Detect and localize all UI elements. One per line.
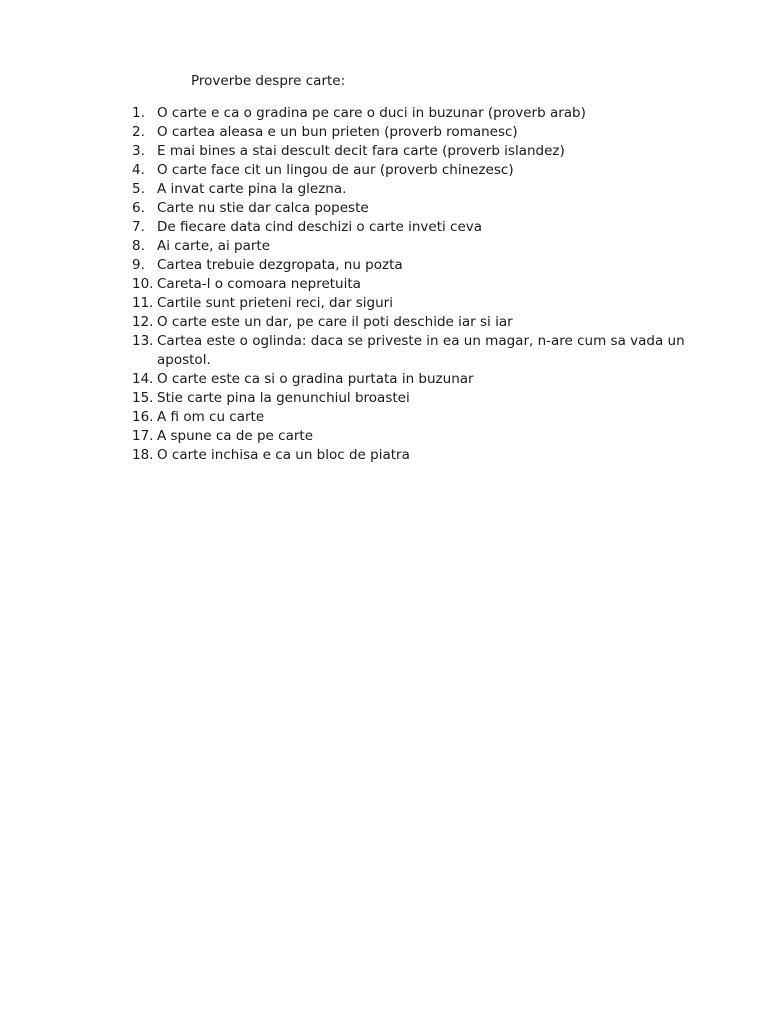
item-number: 5. <box>132 181 145 197</box>
item-text: Cartea este o oglinda: daca se priveste in ea un magar, n-are cum sa vada un apostol. <box>157 333 685 368</box>
list-item <box>132 161 732 180</box>
item-text: O carte este un dar, pe care il poti deschide iar si iar <box>157 314 513 330</box>
item-number: 4. <box>132 162 145 178</box>
item-number: 9. <box>132 257 145 273</box>
item-number: 11. <box>132 295 154 311</box>
list-item <box>132 389 732 408</box>
item-text: Cartile sunt prieteni reci, dar siguri <box>157 295 393 311</box>
item-text: Stie carte pina la genunchiul broastei <box>157 390 410 406</box>
item-text: O carte este ca si o gradina purtata in buzunar <box>157 371 474 387</box>
item-text: Careta-l o comoara nepretuita <box>157 276 361 292</box>
item-text: A invat carte pina la glezna. <box>157 181 347 197</box>
list-item <box>132 237 732 256</box>
item-text: O carte face cit un lingou de aur (proverb chinezesc) <box>157 162 514 178</box>
list-item <box>132 218 732 237</box>
item-number: 17. <box>132 428 154 444</box>
item-number: 12. <box>132 314 154 330</box>
list-item <box>132 427 732 446</box>
list-item <box>132 370 732 389</box>
list-item <box>132 142 732 161</box>
item-number: 1. <box>132 105 145 121</box>
proverb-list <box>132 104 732 465</box>
item-text: O carte inchisa e ca un bloc de piatra <box>157 447 410 463</box>
item-number: 16. <box>132 409 154 425</box>
list-item <box>132 199 732 218</box>
list-item <box>132 256 732 275</box>
list-item <box>132 294 732 313</box>
list-item <box>132 446 732 465</box>
item-number: 8. <box>132 238 145 254</box>
item-text: Carte nu stie dar calca popeste <box>157 200 369 216</box>
list-item <box>132 104 732 123</box>
item-text: Cartea trebuie dezgropata, nu pozta <box>157 257 403 273</box>
item-text: O cartea aleasa e un bun prieten (proverb romanesc) <box>157 124 518 140</box>
list-item <box>132 123 732 142</box>
list-item <box>132 180 732 199</box>
item-text: O carte e ca o gradina pe care o duci in buzunar (proverb arab) <box>157 105 586 121</box>
item-number: 2. <box>132 124 145 140</box>
list-item <box>132 332 732 370</box>
item-number: 10. <box>132 276 154 292</box>
item-text: Ai carte, ai parte <box>157 238 271 254</box>
item-number: 6. <box>132 200 145 216</box>
list-item <box>132 275 732 294</box>
item-text: E mai bines a stai descult decit fara carte (proverb islandez) <box>157 143 565 159</box>
item-text: A fi om cu carte <box>157 409 265 425</box>
item-number: 14. <box>132 371 154 387</box>
item-number: 7. <box>132 219 145 235</box>
item-number: 18. <box>132 447 154 463</box>
item-number: 15. <box>132 390 154 406</box>
list-item <box>132 313 732 332</box>
document-title: Proverbe despre carte: <box>191 73 346 89</box>
list-item <box>132 408 732 427</box>
item-number: 3. <box>132 143 145 159</box>
item-text: De fiecare data cind deschizi o carte inveti ceva <box>157 219 483 235</box>
item-text: A spune ca de pe carte <box>157 428 314 444</box>
item-number: 13. <box>132 333 154 349</box>
